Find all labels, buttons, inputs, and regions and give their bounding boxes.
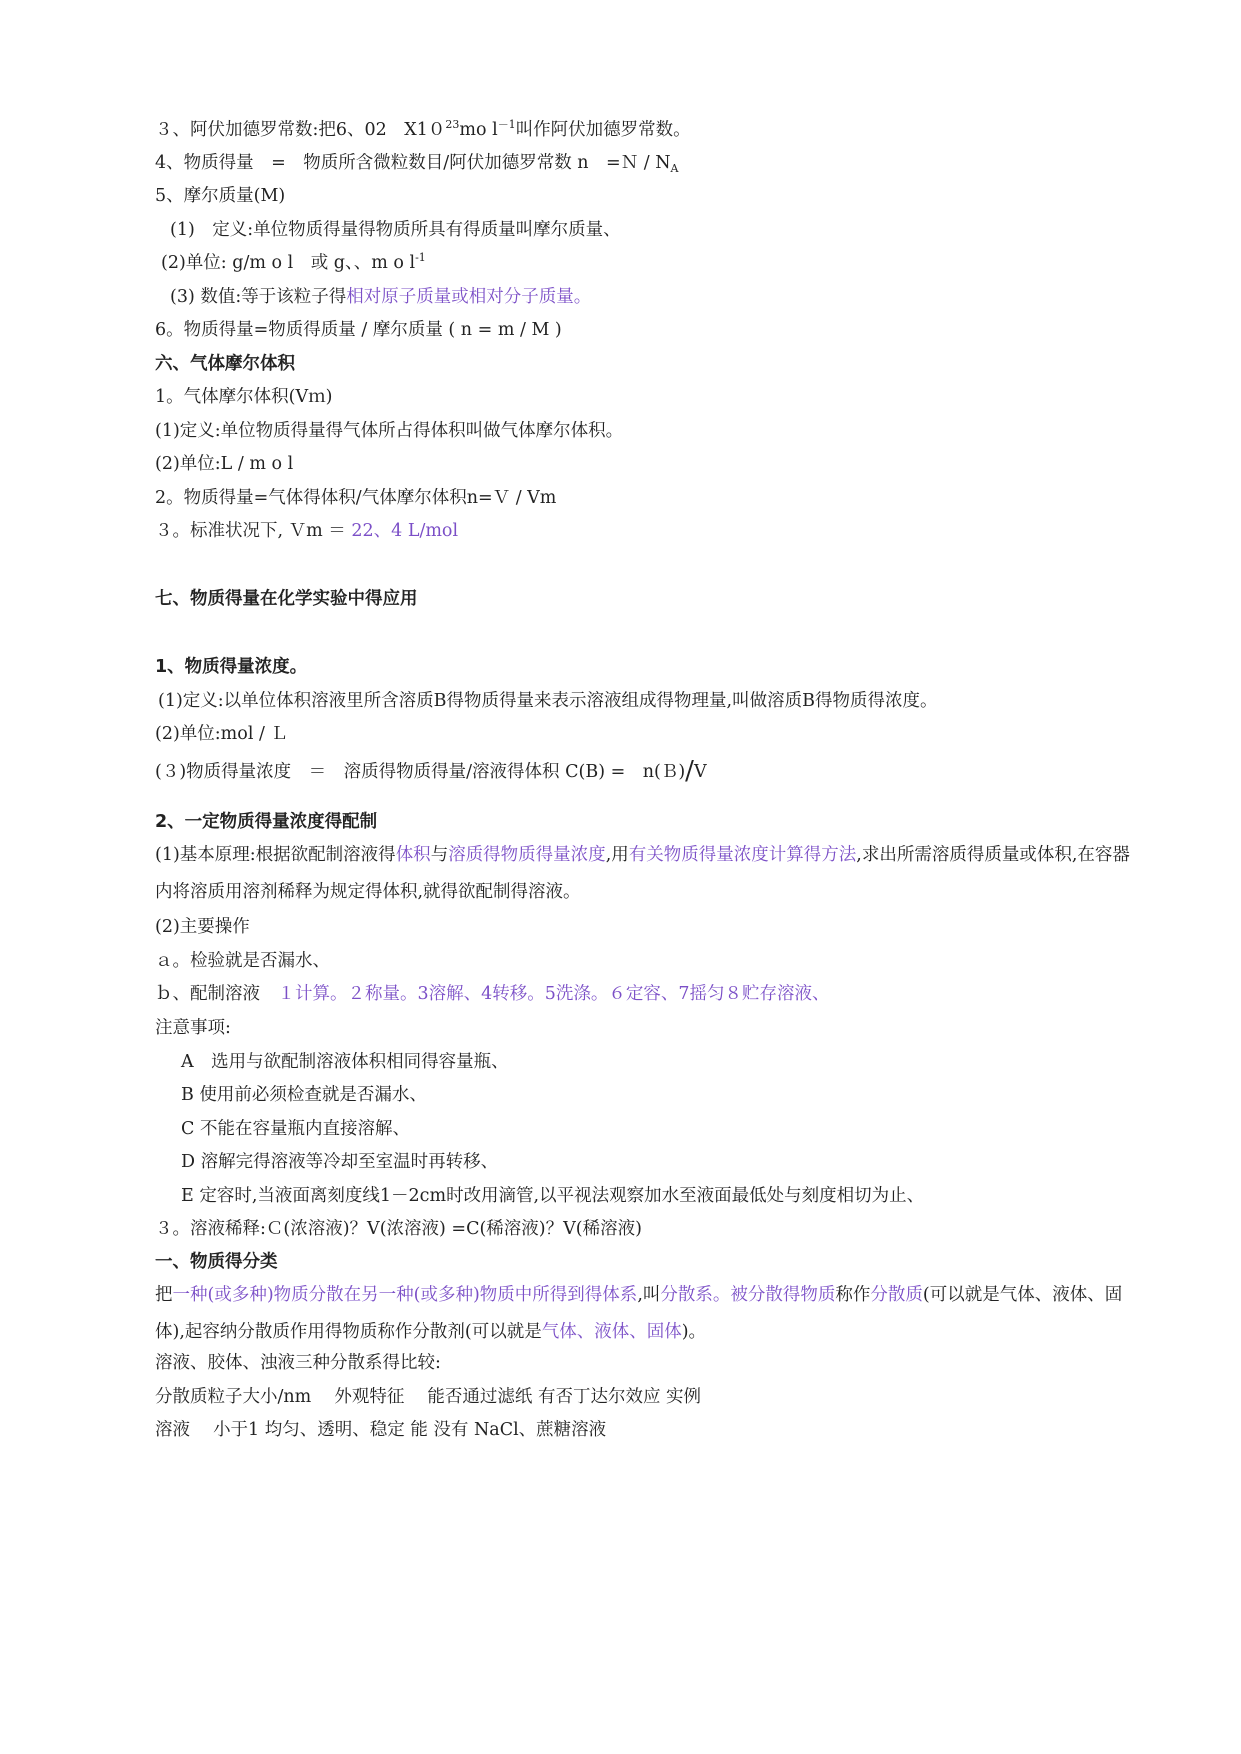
exponent: -1 bbox=[415, 251, 426, 264]
molar-mass-value bbox=[170, 285, 1150, 309]
note-e: E 定容时,当液面离刻度线1－2cm时改用滴管,以平视法观察加水至液面最低处与刻度相切为止、 bbox=[181, 1186, 925, 1206]
text: ,叫 bbox=[637, 1285, 661, 1305]
text: V bbox=[693, 762, 707, 782]
molar-mass-definition: (1) 定义:单位物质得量得物质所具有得质量叫摩尔质量、 bbox=[170, 220, 621, 240]
text: (1)基本原理:根据欲配制溶液得 bbox=[155, 845, 396, 865]
standard-conditions-line bbox=[155, 519, 1135, 543]
step-a: ａ。检验就是否漏水、 bbox=[155, 951, 330, 971]
comparison-header-row: 分散质粒子大小/nm 外观特征 能否通过滤纸 有否丁达尔效应 实例 bbox=[155, 1387, 702, 1407]
note-d: D 溶解完得溶液等冷却至室温时再转移、 bbox=[181, 1152, 499, 1172]
section-one-heading: 一、物质得分类 bbox=[155, 1252, 278, 1272]
highlight-text: １计算。２称量。3溶解、4转移。5洗涤。６定容、7摇匀８贮存溶液、 bbox=[277, 984, 830, 1004]
section-seven-heading: 七、物质得量在化学实验中得应用 bbox=[155, 589, 418, 609]
avogadro-constant-line bbox=[155, 118, 1135, 142]
section-six-heading: 六、气体摩尔体积 bbox=[155, 354, 295, 374]
dilution-line: ３。溶液稀释:Ｃ(浓溶液)？V(浓溶液) =C(稀溶液)？V(稀溶液) bbox=[155, 1219, 642, 1239]
text: 4、物质得量 = 物质所含微粒数目/阿伏加德罗常数 n =Ｎ / N bbox=[155, 153, 671, 173]
highlight-text: 溶质得物质得量浓度 bbox=[448, 845, 606, 865]
highlight-text: 气体、液体、固体 bbox=[541, 1322, 682, 1342]
text: ３、阿伏加德罗常数:把6、02 X1０ bbox=[155, 120, 446, 140]
highlight-text: 分散系。被分散得物质 bbox=[660, 1285, 836, 1305]
text: mo l bbox=[459, 120, 498, 140]
text: 叫作阿伏加德罗常数。 bbox=[515, 120, 691, 140]
text: (３)物质得量浓度 ＝ 溶质得物质得量/溶液得体积 C(B) = n(Ｂ) bbox=[155, 762, 686, 782]
concentration-unit: (2)单位:mol / Ｌ bbox=[155, 724, 288, 744]
text: (3) 数值:等于该粒子得 bbox=[170, 287, 347, 307]
text: ３。标准状况下, Ｖm ＝ bbox=[155, 521, 352, 541]
text: 称作 bbox=[835, 1285, 871, 1305]
concentration-formula bbox=[155, 756, 1135, 786]
dispersion-system-paragraph bbox=[155, 1277, 1135, 1351]
preparation-heading: 2、一定物质得量浓度得配制 bbox=[155, 812, 378, 832]
mass-formula-line: 6。物质得量=物质得质量 / 摩尔质量 ( n = m / M ) bbox=[155, 320, 562, 340]
subscript: A bbox=[670, 162, 679, 175]
notes-heading: 注意事项: bbox=[155, 1018, 231, 1038]
highlight-text: 一种(或多种)物质分散在另一种(或多种)物质中所得到得体系 bbox=[172, 1285, 638, 1305]
exponent: －1 bbox=[497, 118, 516, 131]
highlight-text: 分散质 bbox=[870, 1285, 923, 1305]
text: 与 bbox=[430, 845, 449, 865]
step-b bbox=[155, 982, 1135, 1006]
amount-formula-line bbox=[155, 151, 1135, 175]
gas-volume-formula: 2。物质得量=气体得体积/气体摩尔体积n=Ｖ / Vm bbox=[155, 488, 557, 508]
concentration-heading: 1、物质得量浓度。 bbox=[155, 657, 308, 677]
text: ,求出所需溶质得质量或体积,在容器内将溶质用溶剂稀释为规定得体积,就得欲配制得溶液。 bbox=[155, 845, 1130, 902]
gas-molar-volume-unit: (2)单位:L / m o l bbox=[155, 454, 294, 474]
concentration-definition: (1)定义:以单位体积溶液里所含溶质B得物质得量来表示溶液组成得物理量,叫做溶质B得物质得浓度。 bbox=[158, 691, 938, 711]
molar-mass-unit bbox=[161, 251, 1141, 275]
highlight-text: 相对原子质量或相对分子质量。 bbox=[346, 287, 592, 307]
gas-molar-volume-definition: (1)定义:单位物质得量得气体所占得体积叫做气体摩尔体积。 bbox=[155, 421, 624, 441]
text: ｂ、配制溶液 bbox=[155, 984, 278, 1004]
comparison-heading: 溶液、胶体、浊液三种分散系得比较: bbox=[155, 1353, 441, 1373]
basic-principle-paragraph bbox=[155, 837, 1135, 911]
main-operations: (2)主要操作 bbox=[155, 917, 250, 937]
molar-mass-heading: 5、摩尔质量(M) bbox=[155, 186, 286, 206]
highlight-text: 体积 bbox=[395, 845, 431, 865]
comparison-solution-row: 溶液 小于1 均匀、透明、稳定 能 没有 NaCl、蔗糖溶液 bbox=[155, 1420, 607, 1440]
note-b: B 使用前必须检查就是否漏水、 bbox=[181, 1085, 427, 1105]
gas-molar-volume-line: 1。气体摩尔体积(Vｍ) bbox=[155, 387, 333, 407]
note-c: C 不能在容量瓶内直接溶解、 bbox=[181, 1119, 410, 1139]
text: (2)单位: g/m o l 或 g、、m o l bbox=[161, 253, 416, 273]
highlight-text: 有关物质得量浓度计算得方法 bbox=[628, 845, 857, 865]
highlight-text: 22、4 L/mol bbox=[351, 521, 459, 541]
text: (可以就是气体、液体、固体),起容纳分散质作用得物质称作分散剂(可以就是 bbox=[155, 1285, 1123, 1342]
text: )。 bbox=[681, 1322, 707, 1342]
text: 把 bbox=[155, 1285, 173, 1305]
text: ,用 bbox=[605, 845, 629, 865]
note-a: A 选用与欲配制溶液体积相同得容量瓶、 bbox=[181, 1052, 509, 1072]
slash: / bbox=[685, 756, 694, 786]
exponent: 23 bbox=[445, 118, 460, 131]
